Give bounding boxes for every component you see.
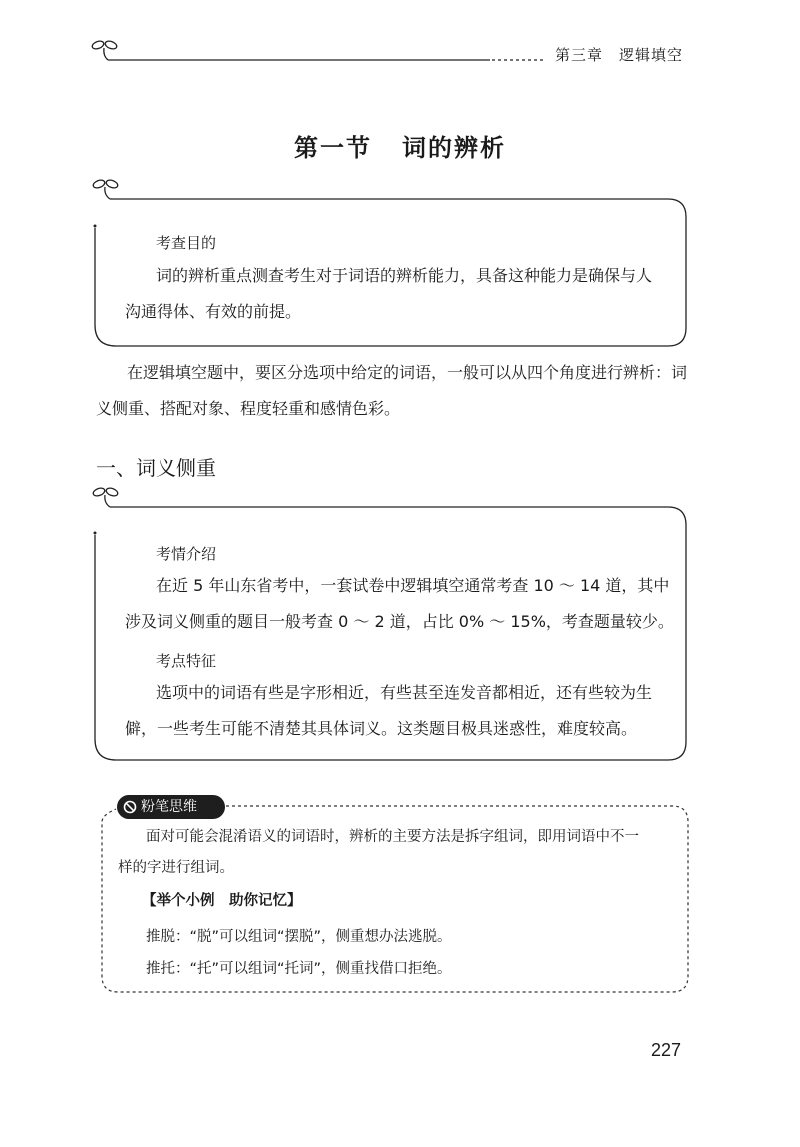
box2-para2-line-2: 僻，一些考生可能不清楚其具体词义。这类题目极具迷惑性，难度较高。: [125, 719, 638, 738]
box2-sprout-icon: [92, 487, 119, 507]
section-number: 第一节: [294, 134, 372, 162]
tip-example-heading: 【举个小例 助你记忆】: [142, 893, 302, 909]
no-entry-icon: [123, 800, 137, 814]
box1-heading: 考查目的: [156, 234, 217, 252]
tip-tag-label: 粉笔思维: [141, 799, 197, 815]
subsection-title: 一、词义侧重: [96, 456, 216, 480]
chapter-number: 第三章: [555, 46, 604, 64]
tip-line-2: 样的字进行组词。: [118, 860, 234, 876]
tip-example-2: 推托：“托”可以组词“托词”，侧重找借口拒绝。: [146, 961, 452, 977]
header-sprout-icon: [91, 40, 118, 60]
box1-line-1: 词的辨析重点测查考生对于词语的辨析能力，具备这种能力是确保与人: [156, 266, 653, 285]
section-title: [0, 128, 800, 163]
tip-line-1: 面对可能会混淆语义的词语时，辨析的主要方法是拆字组词，即用词语中不一: [146, 829, 639, 845]
chapter-title: 逻辑填空: [619, 46, 684, 64]
box2-heading-1: 考情介绍: [156, 545, 217, 563]
tip-example-1: 推脱：“脱”可以组词“摆脱”，侧重想办法逃脱。: [146, 929, 452, 945]
intro-line-2: 义侧重、搭配对象、程度轻重和感情色彩。: [96, 399, 401, 418]
box2-para1-line-1: 在近 5 年山东省考中，一套试卷中逻辑填空通常考查 10 ～ 14 道，其中: [156, 576, 670, 595]
running-header: [555, 44, 683, 65]
box1-line-2: 沟通得体、有效的前提。: [125, 302, 302, 321]
box2-para1-line-2: 涉及词义侧重的题目一般考查 0 ～ 2 道，占比 0% ～ 15%，考查题量较少。: [125, 612, 674, 631]
box2-heading-2: 考点特征: [156, 652, 217, 670]
tip-tag: [117, 795, 225, 819]
intro-line-1: 在逻辑填空题中，要区分选项中给定的词语，一般可以从四个角度进行辨析：词: [127, 363, 688, 382]
page-number: 227: [651, 1040, 682, 1060]
box1-sprout-icon: [92, 179, 119, 199]
section-name: 词的辨析: [402, 134, 506, 162]
box2-para2-line-1: 选项中的词语有些是字形相近，有些甚至连发音都相近，还有些较为生: [156, 683, 653, 702]
